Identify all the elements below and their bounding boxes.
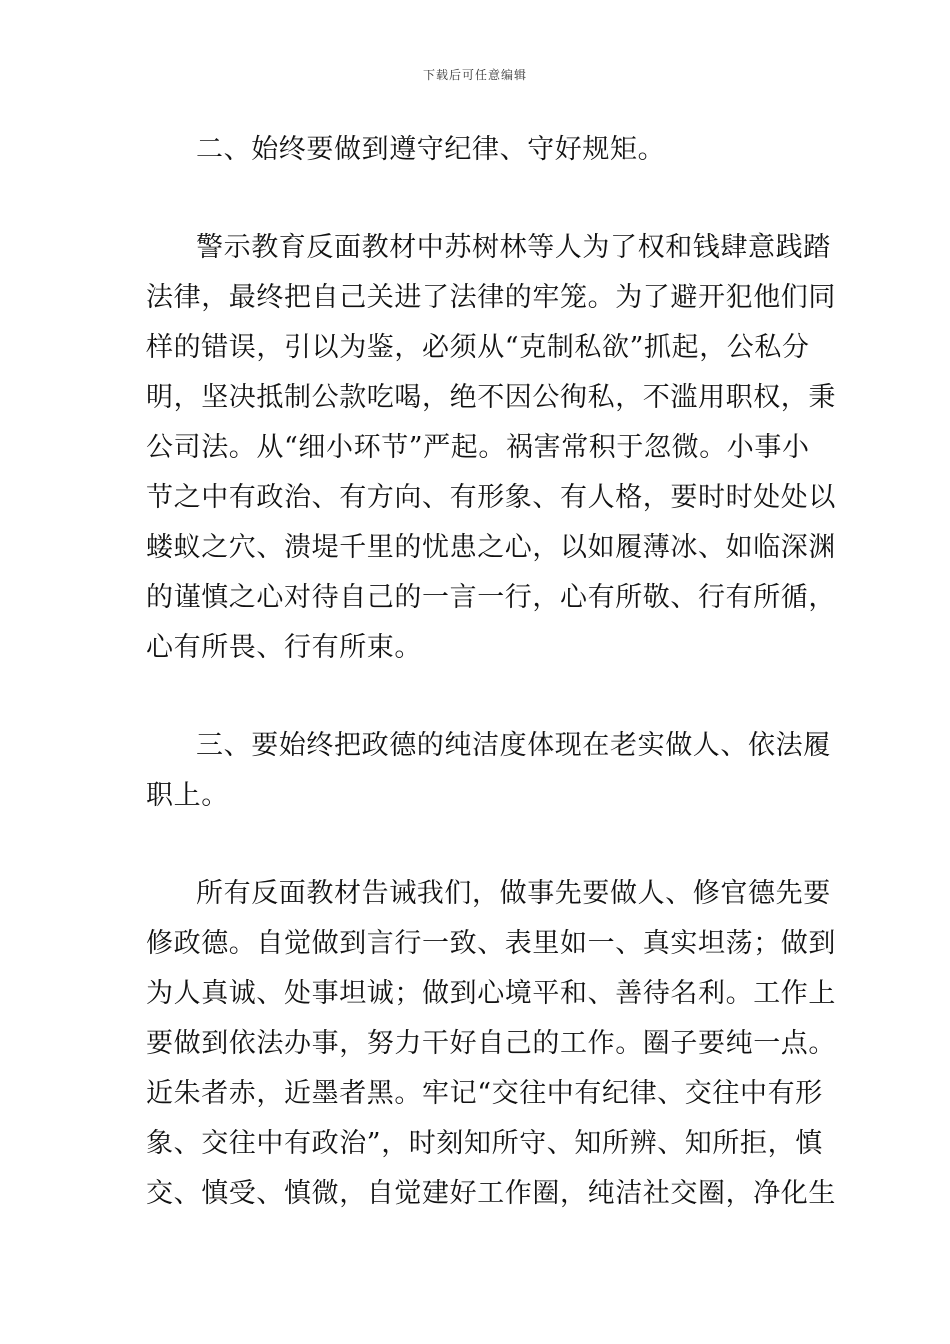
- paragraph-line: 近朱者赤，近墨者黑。牢记“交往中有纪律、交往中有形: [146, 1078, 823, 1109]
- paragraph-line: 样的错误，引以为鉴，必须从“克制私欲”抓起，公私分: [146, 332, 810, 363]
- paragraph-line: 修政德。自觉做到言行一致、表里如一、真实坦荡；做到: [146, 928, 836, 959]
- paragraph-line: 节之中有政治、有方向、有形象、有人格，要时时处处以: [146, 482, 836, 513]
- paragraph-line: 交、慎受、慎微，自觉建好工作圈，纯洁社交圈，净化生: [146, 1178, 836, 1209]
- paragraph-line: 为人真诚、处事坦诚；做到心境平和、善待名利。工作上: [146, 978, 836, 1009]
- paragraph-line: 的谨慎之心对待自己的一言一行，心有所敬、行有所循，: [146, 582, 836, 613]
- paragraph-line: 心有所畏、行有所束。: [146, 632, 422, 663]
- paragraph-line: 要做到依法办事，努力干好自己的工作。圈子要纯一点。: [146, 1028, 836, 1059]
- section-heading-three: 三、要始终把政德的纯洁度体现在老实做人、依法履: [196, 730, 831, 761]
- paragraph-line: 法律，最终把自己关进了法律的牢笼。为了避开犯他们同: [146, 282, 836, 313]
- paragraph-line: 公司法。从“细小环节”严起。祸害常积于忽微。小事小: [146, 432, 810, 463]
- paragraph-line: 警示教育反面教材中苏树林等人为了权和钱肆意践踏: [196, 232, 831, 263]
- paragraph-line: 所有反面教材告诫我们，做事先要做人、修官德先要: [196, 878, 831, 909]
- header-note: 下载后可任意编辑: [422, 68, 527, 82]
- paragraph-line: 象、交往中有政治”，时刻知所守、知所辨、知所拒，慎: [146, 1128, 823, 1159]
- paragraph-line: 蝼蚁之穴、溃堤千里的忧患之心，以如履薄冰、如临深渊: [146, 532, 836, 563]
- section-heading-two: 二、始终要做到遵守纪律、守好规矩。: [196, 134, 666, 165]
- section-heading-three-continued: 职上。: [146, 780, 229, 811]
- paragraph-line: 明，坚决抵制公款吃喝，绝不因公徇私，不滥用职权，秉: [146, 382, 836, 413]
